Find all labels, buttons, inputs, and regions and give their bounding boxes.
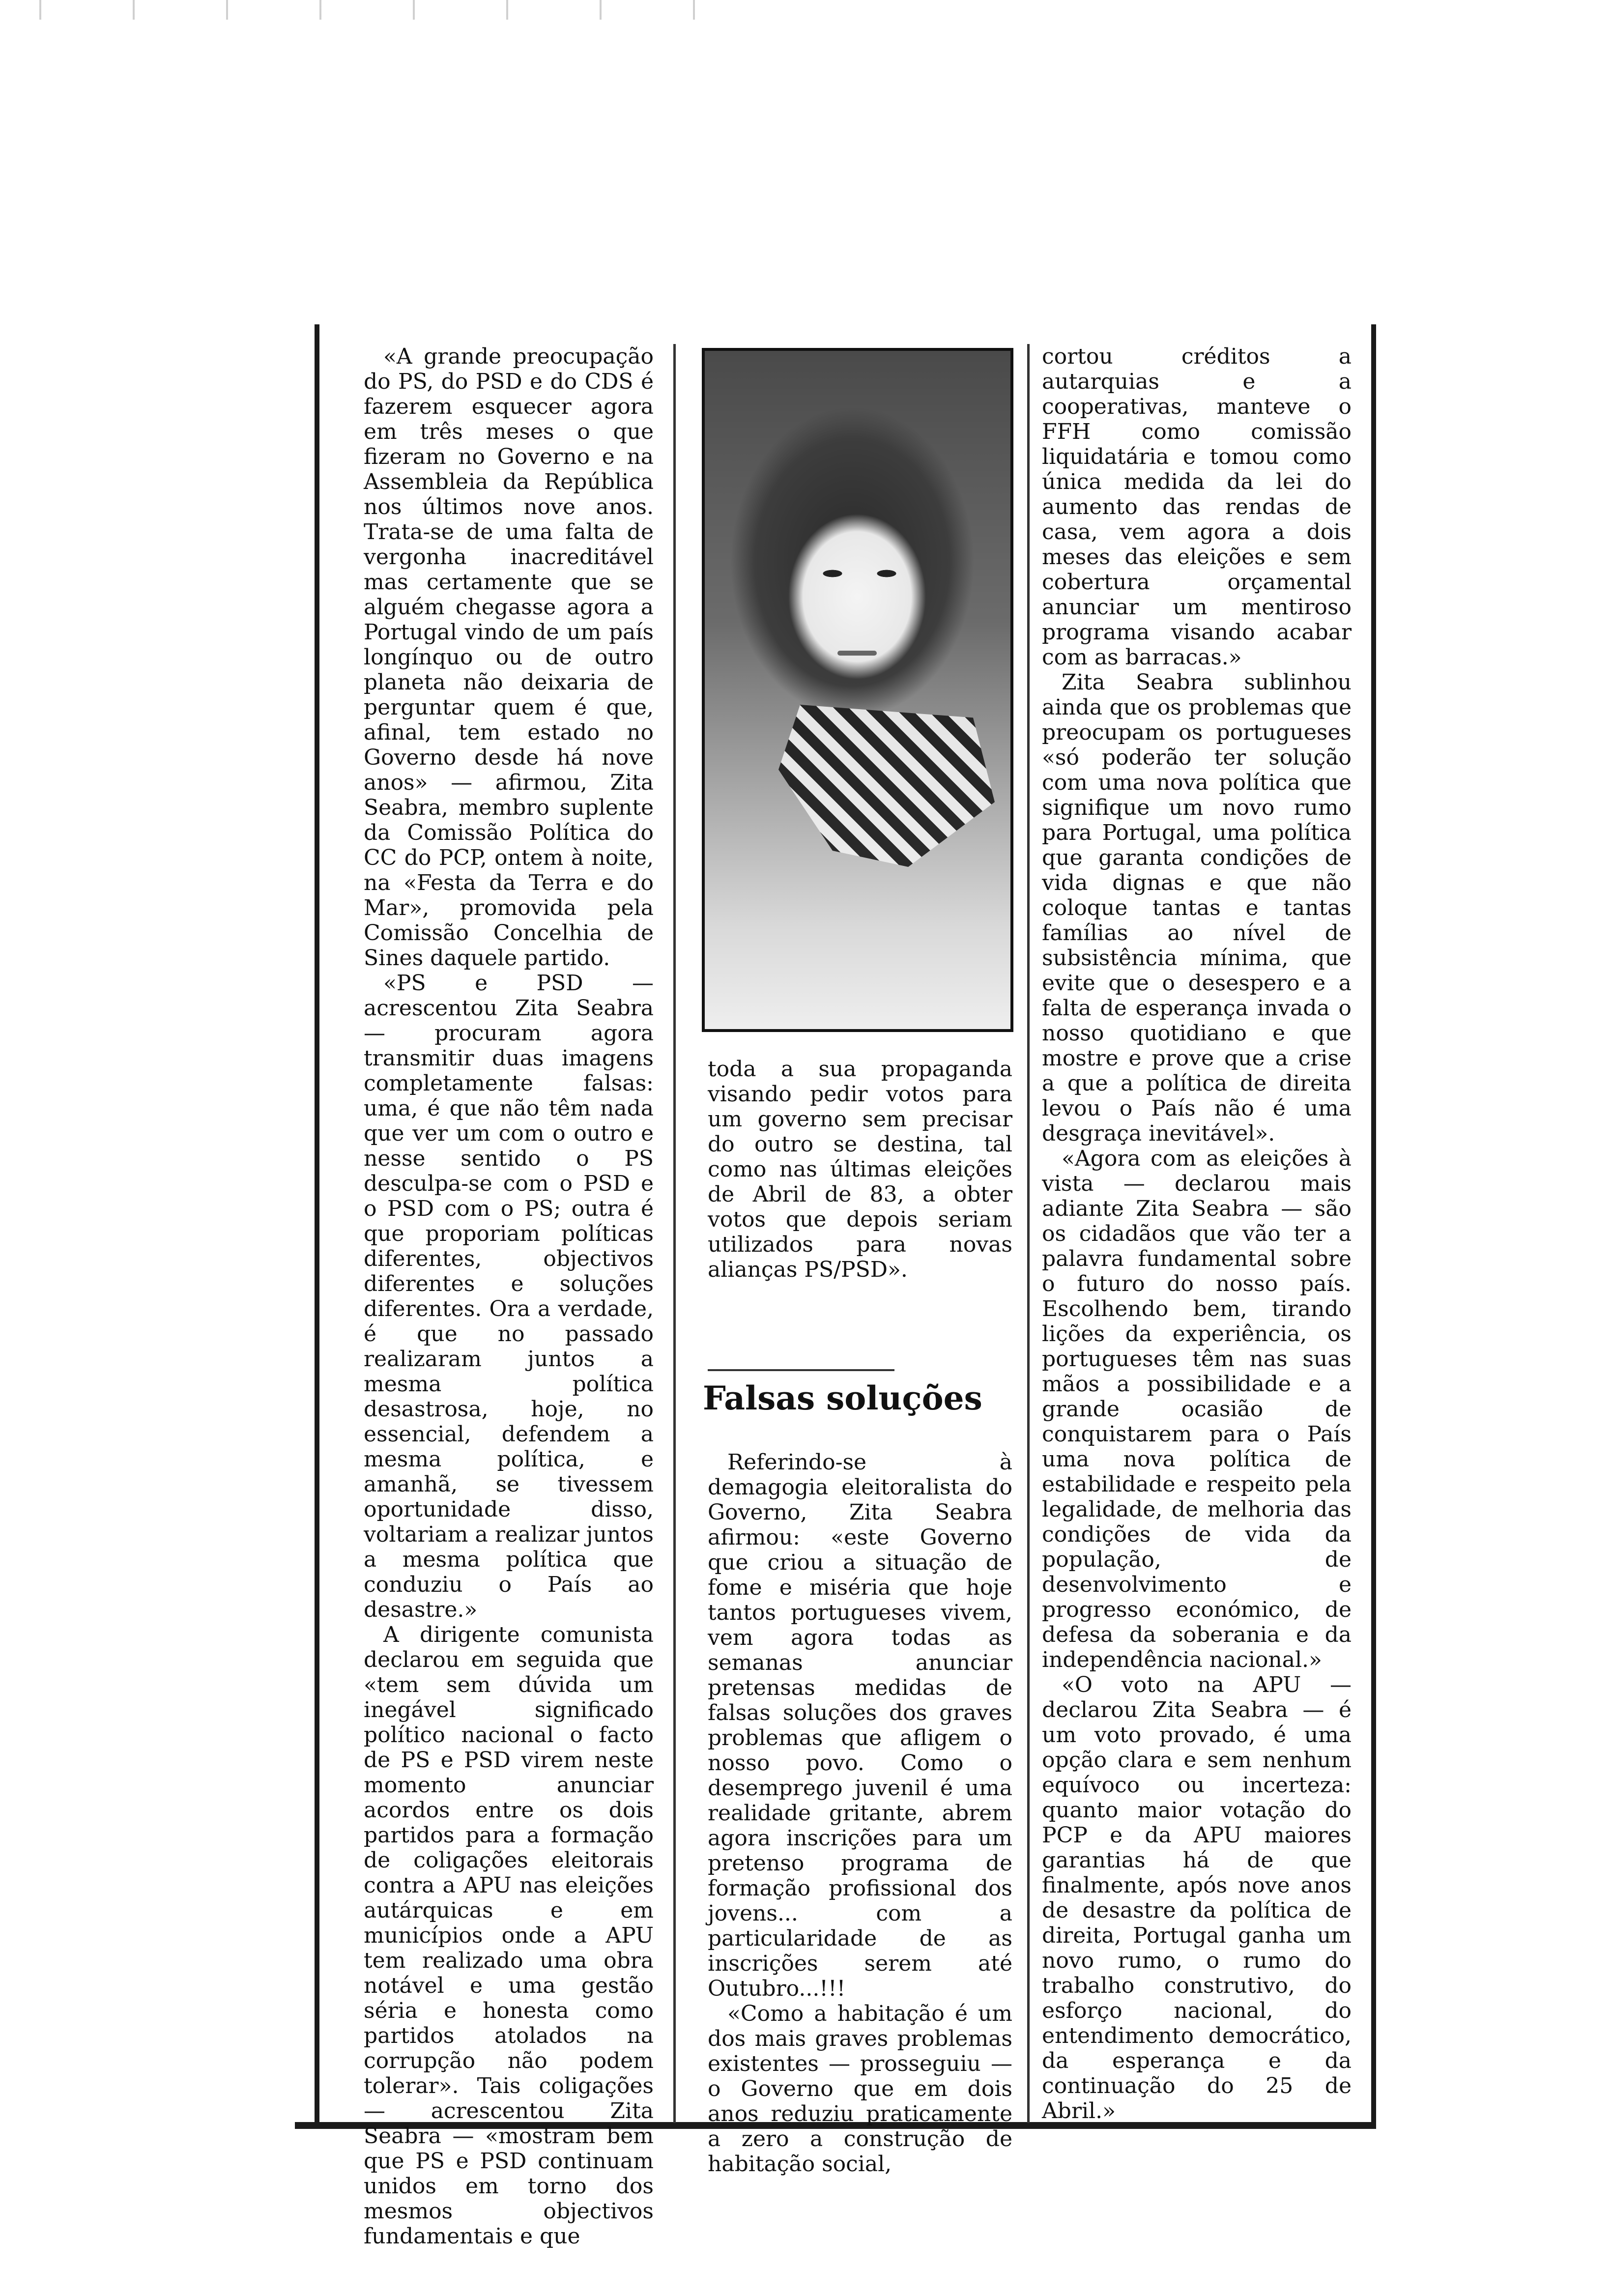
paragraph: Zita Seabra sublinhou ainda que os problemas que preocupam os portugueses «só poderão ter solução com uma nova política que signifique um novo rumo para Portugal, uma política que garanta condições de vida dignas e que não coloque tantas e tantas famílias ao nível de subsistência mínima, que evite que o desespero e a falta de esperança invada o nosso quotidiano e que mostre e prove que a crise a que a política de direita levou o País não é uma desgraça inevitável». (1042, 670, 1352, 1146)
paragraph: toda a sua propaganda visando pedir votos para um governo sem precisar do outro se destina, tal como nas últimas eleições de Abril de 83, a obter votos que depois seriam utilizados para novas alianças PS/PSD». (708, 1057, 1012, 1282)
section-heading: Falsas soluções (703, 1379, 982, 1417)
scan-specks (0, 0, 786, 20)
paragraph: A dirigente comunista declarou em seguida que «tem sem dúvida um inegável significado político nacional o facto de PS e PSD virem neste momento anunciar acordos entre os dois partidos para a formação de coligações eleitorais contra a APU nas eleições autárquicas e em municípios onde a APU tem realizado uma obra notável e uma gestão séria e honesta como partidos atolados na corrupção não podem tolerar». Tais coligações — acrescentou Zita Seabra — «mostram bem que PS e PSD continuam unidos em torno dos mesmos objectivos fundamentais e que (364, 1622, 654, 2249)
paragraph: «A grande preocupação do PS, do PSD e do CDS é fazerem esquecer agora em três meses o que fizeram no Governo e na Assembleia da República nos últimos nove anos. Trata-se de uma falta de vergonha inacreditável mas certamente que se alguém chegasse agora a Portugal vindo de um país longínquo ou de outro planeta não deixaria de perguntar quem é que, afinal, tem estado no Governo desde há nove anos» — afirmou, Zita Seabra, membro suplente da Comissão Política do CC do PCP, ontem à noite, na «Festa da Terra e do Mar», promovida pela Comissão Concelhia de Sines daquele partido. (364, 344, 654, 971)
article-column-3 (1042, 344, 1352, 2123)
article-column-1 (364, 344, 654, 2249)
portrait-photo (702, 348, 1013, 1032)
photo-scarf (778, 705, 995, 867)
photo-eyes (813, 567, 906, 580)
column-rule-2 (1027, 344, 1030, 2123)
paragraph: cortou créditos a autarquias e a cooperativas, manteve o FFH como comissão liquidatária e tomou como única medida da lei do aumento das rendas de casa, vem agora a dois meses das eleições e sem cobertura orçamental anunciar um mentiroso programa visando acabar com as barracas.» (1042, 344, 1352, 670)
paragraph: Referindo-se à demagogia eleitoralista do Governo, Zita Seabra afirmou: «este Governo que criou a situação de fome e miséria que hoje tantos portugueses vivem, vem agora todas as semanas anunciar pretensas medidas de falsas soluções dos graves problemas que afligem o nosso povo. Como o desemprego juvenil é uma realidade gritante, abrem agora inscrições para um pretenso programa de formação profissional dos jovens... com a particularidade de as inscrições serem até Outubro...!!! (708, 1450, 1012, 2001)
paragraph: «Como a habitação é um dos mais graves problemas existentes — prosseguiu — o Governo que em dois anos reduziu praticamente a zero a construção de habitação social, (708, 2001, 1012, 2177)
frame-left-border (315, 324, 319, 2128)
paragraph: «O voto na APU — declarou Zita Seabra — é um voto provado, é uma opção clara e sem nenhum equívoco ou incerteza: quanto maior votação do PCP e da APU maiores garantias há de que finalmente, após nove anos de desastre da política de direita, Portugal ganha um novo rumo, o rumo do trabalho construtivo, do esforço nacional, do entendimento democrático, da esperança e da continuação do 25 de Abril.» (1042, 1672, 1352, 2124)
frame-right-border (1371, 324, 1376, 2128)
heading-rule (708, 1369, 894, 1371)
photo-mouth (837, 651, 877, 656)
article-column-2-continued (708, 1057, 1012, 1351)
paragraph: «PS e PSD — acrescentou Zita Seabra — procuram agora transmitir duas imagens completamente falsas: uma, é que não têm nada que ver um com o outro e nesse sentido o PS desculpa-se com o PSD e o PSD com o PS; outra é que proporiam políticas diferentes, objectivos diferentes e soluções diferentes. Ora a verdade, é que no passado realizaram juntos a mesma política desastrosa, hoje, no essencial, defendem a mesma política, e amanhã, se tivessem oportunidade disso, voltariam a realizar juntos a mesma política que conduziu o País ao desastre.» (364, 971, 654, 1622)
column-rule-1 (673, 344, 676, 2123)
article-column-2-after-heading (708, 1450, 1012, 2177)
paragraph: «Agora com as eleições à vista — declarou mais adiante Zita Seabra — são os cidadãos que vão ter a palavra fundamental sobre o futuro do nosso país. Escolhendo bem, tirando lições da experiência, os portugueses têm nas suas mãos a possibilidade e a grande ocasião de conquistarem para o País uma nova política de estabilidade e respeito pela legalidade, de melhoria das condições de vida da população, de desenvolvimento e progresso económico, de defesa da soberania e da independência nacional.» (1042, 1146, 1352, 1672)
